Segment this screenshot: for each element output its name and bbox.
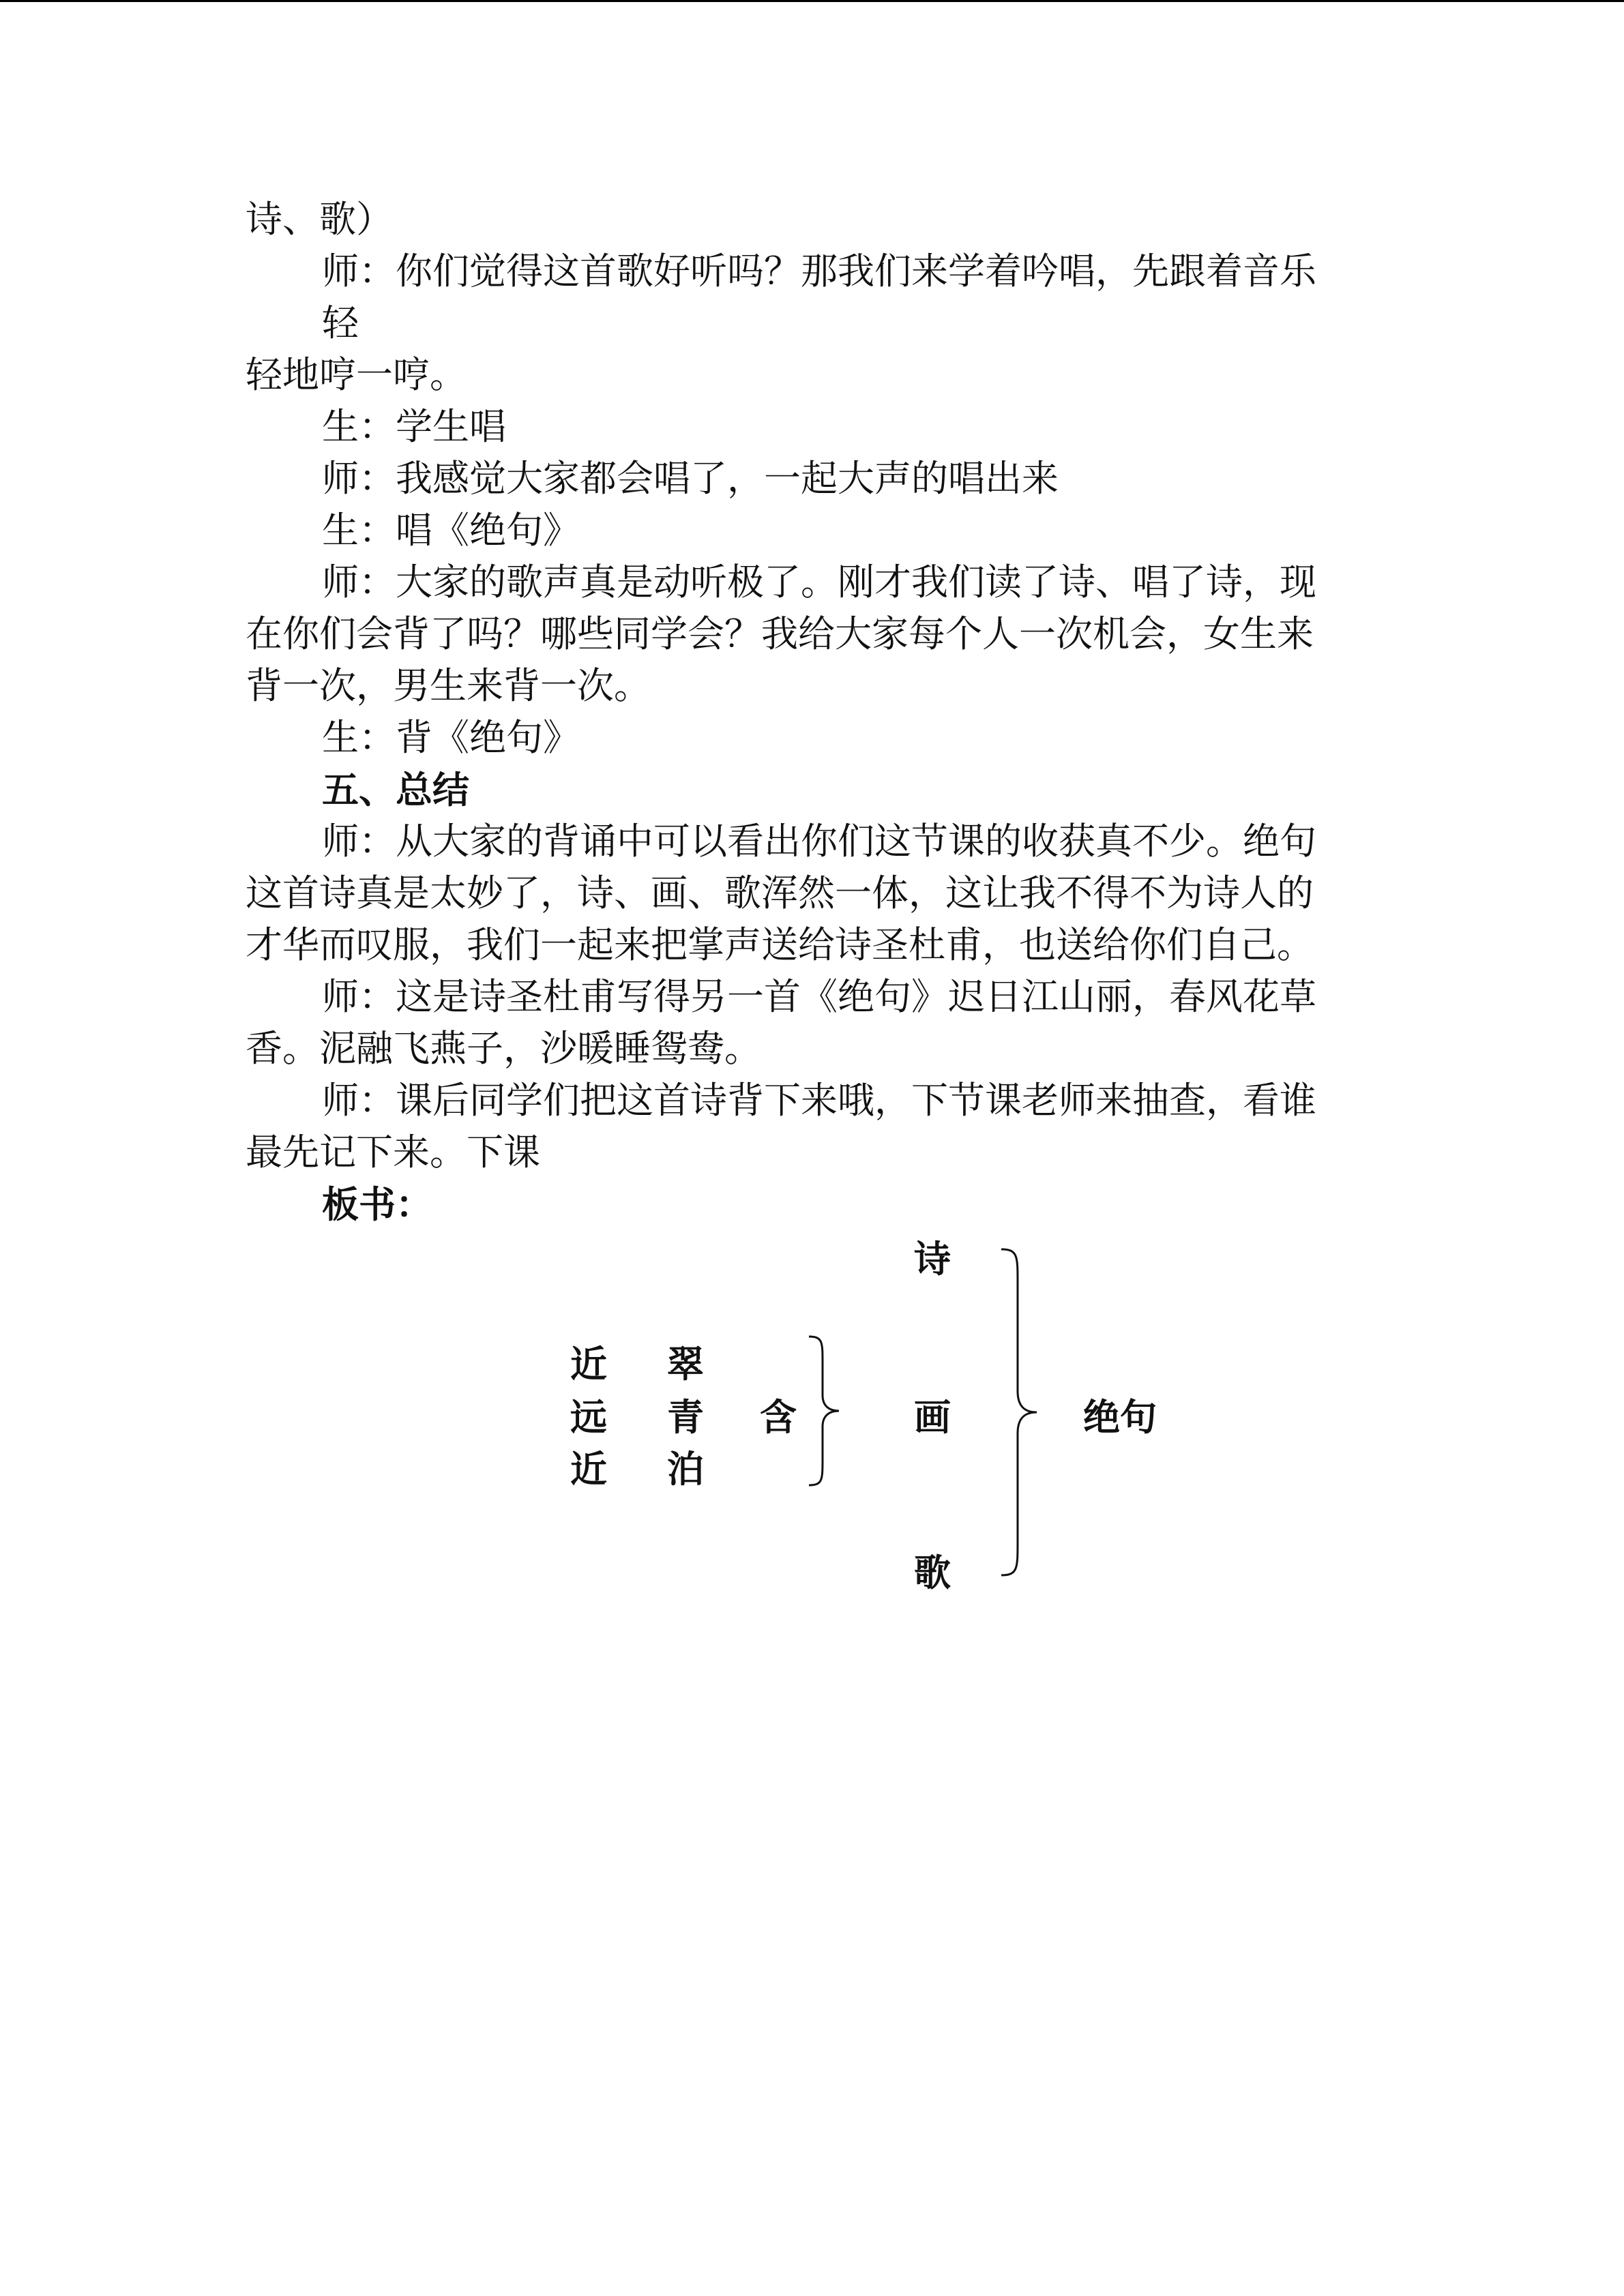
board-middle-1: 翠 bbox=[667, 1342, 704, 1386]
board-right-1: 诗 bbox=[914, 1237, 951, 1281]
text-line: 香。泥融飞燕子，沙暖睡鸳鸯。 bbox=[246, 1027, 761, 1070]
text-line: 生：背《绝句》 bbox=[322, 716, 580, 759]
text-line: 轻 bbox=[322, 301, 359, 344]
board-connector: 含 bbox=[760, 1395, 797, 1439]
blackboard-heading: 板书： bbox=[322, 1182, 432, 1226]
text-line: 这首诗真是太妙了，诗、画、歌浑然一体，这让我不得不为诗人的 bbox=[246, 871, 1314, 914]
text-line: 轻地哼一哼。 bbox=[246, 353, 467, 396]
text-line: 师：课后同学们把这首诗背下来哦，下节课老师来抽查，看谁 bbox=[322, 1079, 1316, 1122]
board-conclusion: 绝句 bbox=[1083, 1395, 1157, 1439]
text-line: 生：学生唱 bbox=[322, 405, 506, 448]
page-top-rule bbox=[0, 0, 1624, 2]
text-line: 生：唱《绝句》 bbox=[322, 509, 580, 552]
board-right-2: 画 bbox=[914, 1395, 951, 1439]
board-left-1: 近 bbox=[570, 1342, 607, 1386]
small-brace-icon bbox=[808, 1335, 842, 1487]
board-left-2: 远 bbox=[570, 1395, 607, 1439]
lesson-text bbox=[246, 194, 1354, 1230]
text-line: 最先记下来。下课 bbox=[246, 1131, 540, 1174]
text-line: 师：从大家的背诵中可以看出你们这节课的收获真不少。绝句 bbox=[322, 820, 1316, 863]
board-middle-3: 泊 bbox=[667, 1447, 704, 1491]
text-line: 背一次，男生来背一次。 bbox=[246, 664, 651, 707]
text-line: 在你们会背了吗？哪些同学会？我给大家每个人一次机会，女生来 bbox=[246, 612, 1314, 655]
section-heading-summary: 五、总结 bbox=[322, 768, 469, 811]
text-line: 师：这是诗圣杜甫写得另一首《绝句》迟日江山丽，春风花草 bbox=[322, 975, 1316, 1018]
text-line: 诗、歌） bbox=[246, 198, 393, 241]
text-line: 师：你们觉得这首歌好听吗？那我们来学着吟唱，先跟着音乐 bbox=[322, 250, 1316, 293]
large-brace-icon bbox=[1000, 1248, 1039, 1577]
text-line: 师：我感觉大家都会唱了，一起大声的唱出来 bbox=[322, 457, 1059, 500]
board-right-3: 歌 bbox=[914, 1551, 951, 1594]
board-middle-2: 青 bbox=[667, 1395, 704, 1439]
text-line: 才华而叹服，我们一起来把掌声送给诗圣杜甫，也送给你们自己。 bbox=[246, 923, 1314, 966]
text-line: 师：大家的歌声真是动听极了。刚才我们读了诗、唱了诗，现 bbox=[322, 561, 1316, 603]
board-left-3: 近 bbox=[570, 1447, 607, 1491]
